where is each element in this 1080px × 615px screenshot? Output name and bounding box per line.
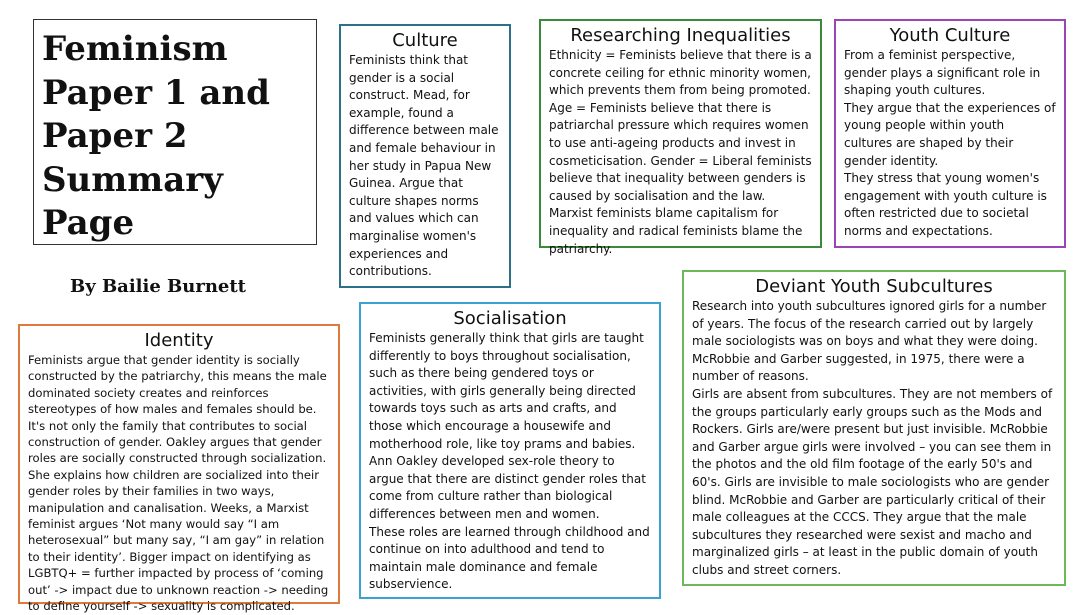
socialisation-paragraph: Feminists generally think that girls are taught differently to boys throughout socialisation, such as there being gendered toys or activities, with girls generally being directed towards toys such as arts and crafts, and those which encourage a housewife and motherhood role, like toy prams and babies. Ann Oakley developed sex-role theory to argue that there are distinct gender roles that come from culture rather than biological differences between men and women. — [369, 331, 646, 521]
page-title — [42, 28, 308, 246]
socialisation-paragraph: These roles are learned through childhood and continue on into adulthood and tend to maintain male dominance and female subservience. — [369, 524, 650, 592]
title-line: Paper 2 — [42, 116, 188, 156]
title-line: Feminism — [42, 29, 228, 69]
youth-culture-section — [834, 19, 1066, 248]
culture-text: Feminists think that gender is a social construct. Mead, for example, found a difference between male and female behaviour in her study in Papua New Guinea. Argue that culture shapes norms and values which can marginalise women's experiences and contributions. — [349, 53, 499, 279]
identity-section — [18, 324, 340, 614]
deviant-youth-subcultures-heading: Deviant Youth Subcultures — [755, 276, 993, 297]
deviant-youth-subcultures-paragraph: Girls are absent from subcultures. They are not members of the groups particularly early groups such as the Mods and Rockers. Girls are/were present but just invisible. McRobbie and Garber argue girls were involved – you can see them in the photos and the old film footage of the early 50's and 60's. Girls are invisible to male sociologists who are gender blind. McRobbie and Garber are particularly critical of their male colleagues at the CCCS. They argue that the male subcultures they researched were sexist and macho and marginalized girls – at least in the public domain of youth clubs and street corners. — [692, 386, 1053, 577]
deviant-youth-subcultures-section — [682, 270, 1066, 586]
title-line: Paper 1 and — [42, 72, 270, 113]
youth-culture-paragraph: From a feminist perspective, gender plays a significant role in shaping youth cultures. — [844, 48, 1041, 98]
title-line: Summary — [42, 159, 223, 200]
researching-inequalities-section — [539, 19, 822, 256]
title-box — [33, 19, 317, 245]
identity-text: Feminists argue that gender identity is socially constructed by the patriarchy, this means the male dominated society creates and reinforces stereotypes of how males and females should be. It's not only the family that contributes to social construction of gender. Oakley argues that gender roles are socially constructed through socialization. She explains how children are socialized into their gender roles by their families in two ways, manipulation and canalisation. Weeks, a Marxist feminist argues ‘Not many would say “I am heterosexual” but many say, “I am gay” in relation to their identity’. Bigger impact on identifying as LGBTQ+ = further impacted by process of ‘coming out’ -> impact due to unknown reaction -> needing to define yourself -> sexuality is complicated. — [28, 353, 329, 614]
researching-inequalities-heading: Researching Inequalities — [570, 25, 791, 46]
title-line: Page — [42, 203, 135, 243]
youth-culture-heading: Youth Culture — [889, 25, 1011, 46]
author-byline: By Bailie Burnett — [70, 276, 247, 297]
socialisation-section — [359, 302, 661, 599]
culture-section — [339, 24, 511, 288]
researching-inequalities-text: Ethnicity = Feminists believe that there is a concrete ceiling for ethnic minority women, which prevents them from being promoted. Age = Feminists believe that there is patriarchal pressure which requires women to use anti-ageing products and invest in cosmeticisation. Gender = Liberal feminists believe that inequality between genders is caused by socialisation and the law. Marxist feminists blame capitalism for inequality and radical feminists blame the patriarchy. — [549, 48, 812, 256]
identity-heading: Identity — [144, 330, 214, 351]
socialisation-heading: Socialisation — [453, 308, 567, 329]
youth-culture-paragraph: They argue that the experiences of young people within youth cultures are shaped by their gender identity. — [844, 100, 1056, 168]
youth-culture-paragraph: They stress that young women's engagement with youth culture is often restricted due to societal norms and expectations. — [844, 171, 1047, 238]
deviant-youth-subcultures-paragraph: Research into youth subcultures ignored girls for a number of years. The focus of the research carried out by largely male sociologists was on boys and what they were doing. McRobbie and Garber suggested, in 1975, there were a number of reasons. — [692, 299, 1047, 384]
culture-heading: Culture — [392, 30, 458, 51]
